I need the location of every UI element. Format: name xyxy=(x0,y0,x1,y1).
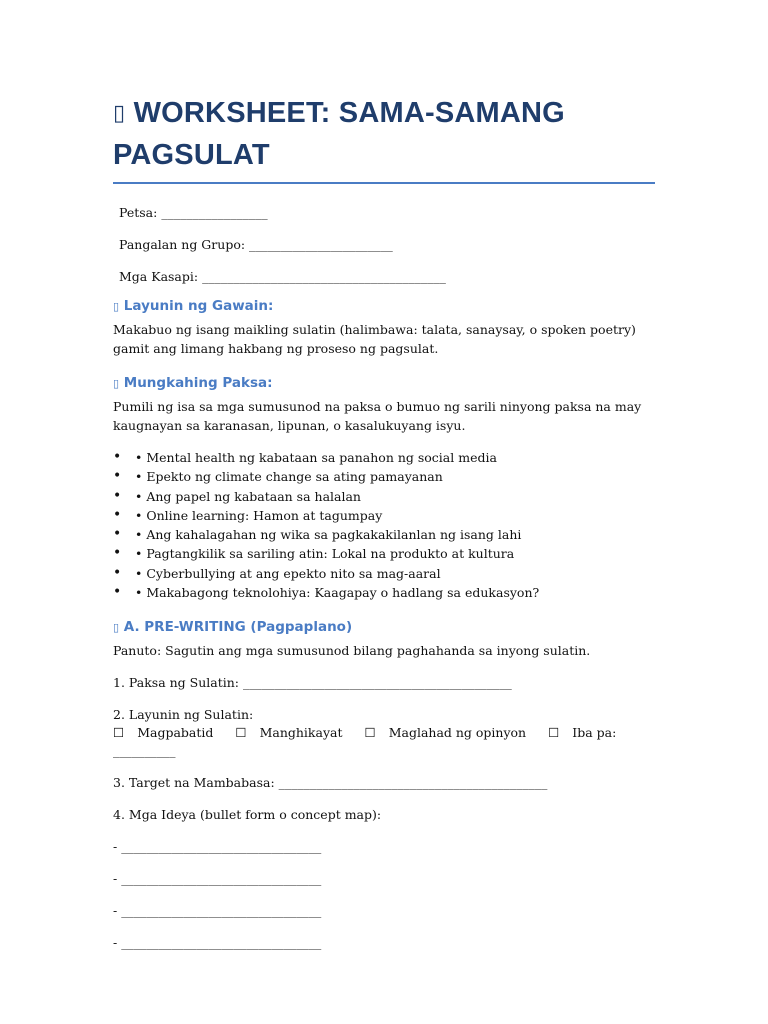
idea-blank[interactable]: - ________________________________ xyxy=(113,871,322,887)
paksa-list xyxy=(113,448,655,602)
list-item: • • Mental health ng kabataan sa panahon ng social media xyxy=(113,448,655,467)
paksa-heading xyxy=(113,373,655,394)
checkbox-icon: ☐ xyxy=(548,725,560,741)
kasapi-field[interactable]: Mga Kasapi: _______________________________________ xyxy=(119,269,446,284)
checkbox-iba-pa[interactable]: ☐ Iba pa: __________ xyxy=(113,725,617,759)
prewriting-instruction: Panuto: Sagutin ang mga sumusunod bilang paghahanda sa inyong sulatin. xyxy=(113,643,591,659)
checkbox-icon: ☐ xyxy=(113,725,125,741)
list-item: • • Cyberbullying at ang epekto nito sa mag-aaral xyxy=(113,564,655,583)
bullet-icon: • xyxy=(113,545,122,562)
list-item: • • Makabagong teknolohiya: Kaagapay o hadlang sa edukasyon? xyxy=(113,583,655,602)
target-icon: ▯ xyxy=(113,300,120,313)
list-item: • • Pagtangkilik sa sariling atin: Lokal na produkto at kultura xyxy=(113,544,655,563)
prewriting-section xyxy=(113,617,655,952)
bullet-icon: • xyxy=(113,449,122,465)
bullet-icon: • xyxy=(113,468,122,485)
paksa-ng-sulatin-field[interactable]: 1. Paksa ng Sulatin: ___________________________________________ xyxy=(113,675,512,691)
layunin-heading xyxy=(113,296,655,317)
prewriting-heading xyxy=(113,617,655,638)
checkbox-maglahad[interactable]: ☐ Maglahad ng opinyon xyxy=(364,725,527,741)
idea-blank[interactable]: - ________________________________ xyxy=(113,903,322,919)
target-mambabasa-field[interactable]: 3. Target na Mambabasa: ___________________________________________ xyxy=(113,775,548,791)
checkbox-icon: ☐ xyxy=(364,725,376,741)
bullet-icon: • xyxy=(113,564,122,581)
layunin-ng-sulatin-label: 2. Layunin ng Sulatin: xyxy=(113,707,254,723)
checkbox-magpabatid[interactable]: ☐ Magpabatid xyxy=(113,725,214,741)
lightbulb-icon: ▯ xyxy=(113,377,120,390)
list-item: • • Ang papel ng kabataan sa halalan xyxy=(113,487,655,506)
layunin-heading-text: Layunin ng Gawain: xyxy=(123,298,274,314)
grupo-field[interactable]: Pangalan ng Grupo: _______________________ xyxy=(119,237,393,252)
page-title xyxy=(113,92,655,184)
prewriting-heading-text: A. PRE-WRITING (Pagpaplano) xyxy=(123,619,353,636)
pencil-icon: ▯ xyxy=(113,621,120,635)
paksa-heading-text: Mungkahing Paksa: xyxy=(123,375,273,391)
mga-ideya-label: 4. Mga Ideya (bullet form o concept map): xyxy=(113,807,382,823)
page-title-text: WORKSHEET: SAMA-SAMANG PAGSULAT xyxy=(113,97,565,171)
idea-blank[interactable]: - ________________________________ xyxy=(113,935,322,951)
checkbox-icon: ☐ xyxy=(235,725,247,741)
layunin-text: Makabuo ng isang maikling sulatin (halimbawa: talata, sanaysay, o spoken poetry) gamit ang limang hakbang ng proseso ng pagsulat. xyxy=(113,322,636,356)
bullet-icon: • xyxy=(113,487,122,504)
bullet-icon: • xyxy=(113,584,122,601)
list-item: • • Epekto ng climate change sa ating pamayanan xyxy=(113,467,655,486)
memo-icon: ▯ xyxy=(113,100,126,125)
petsa-field[interactable]: Petsa: _________________ xyxy=(119,205,268,220)
paksa-section xyxy=(113,373,655,602)
paksa-text: Pumili ng isa sa mga sumusunod na paksa o bumuo ng sarili ninyong paksa na may kaugnayan sa karanasan, lipunan, o kasalukuyang isyu. xyxy=(113,399,642,433)
meta-fields xyxy=(113,204,655,300)
list-item: • • Ang kahalagahan ng wika sa pagkakakilanlan ng isang lahi xyxy=(113,525,655,544)
layunin-options xyxy=(113,724,655,760)
bullet-icon: • xyxy=(113,506,122,523)
bullet-icon: • xyxy=(113,526,122,543)
checkbox-manghikayat[interactable]: ☐ Manghikayat xyxy=(235,725,343,741)
idea-blank[interactable]: - ________________________________ xyxy=(113,839,322,855)
list-item: • • Online learning: Hamon at tagumpay xyxy=(113,506,655,525)
worksheet-page xyxy=(113,92,655,952)
layunin-section xyxy=(113,296,655,358)
